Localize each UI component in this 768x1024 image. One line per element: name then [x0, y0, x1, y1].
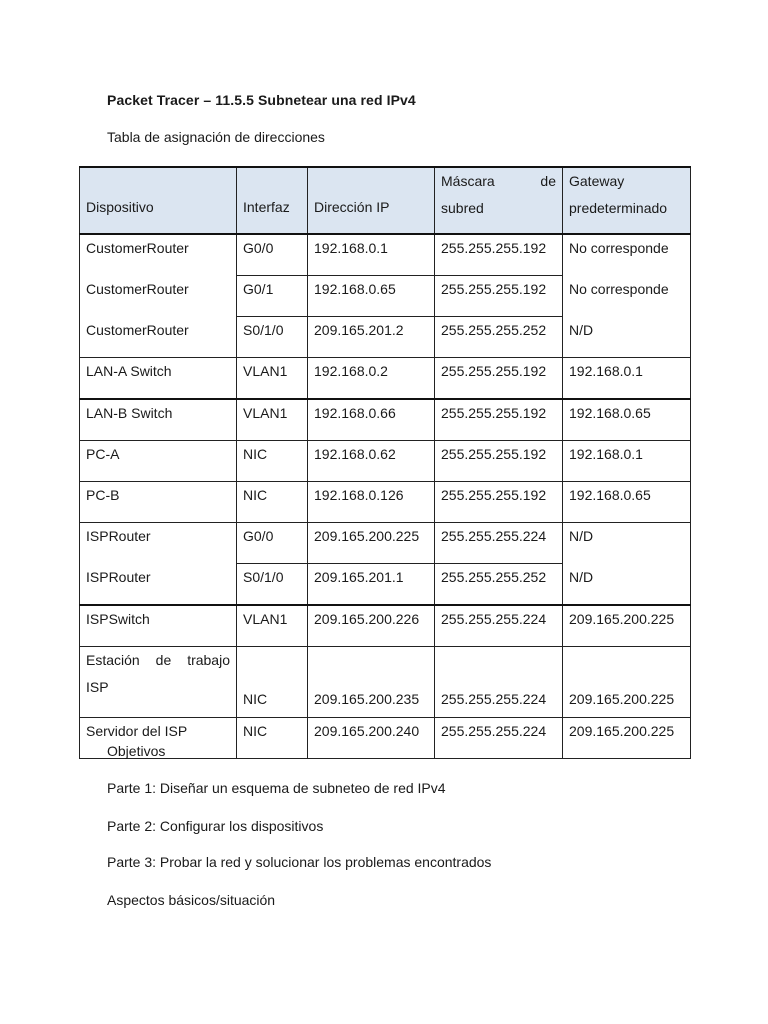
- table-row: [80, 605, 691, 647]
- cell-device-word1: Estación: [86, 652, 140, 668]
- header-interface: Interfaz: [237, 167, 308, 234]
- cell-mask: 255.255.255.192: [435, 276, 563, 317]
- cell-gateway: 192.168.0.65: [563, 399, 691, 441]
- cell-interface: NIC: [237, 647, 308, 718]
- cell-ip: 209.165.201.2: [308, 317, 435, 358]
- addressing-table: [79, 166, 691, 759]
- cell-device: Servidor del ISP: [80, 718, 237, 759]
- cell-device: CustomerRouter: [80, 276, 237, 317]
- cell-device: CustomerRouter: [80, 234, 237, 276]
- cell-interface: VLAN1: [237, 358, 308, 400]
- cell-device: PC-B: [80, 482, 237, 523]
- table-row: [80, 523, 691, 564]
- cell-device: PC-A: [80, 441, 237, 482]
- cell-gateway: 192.168.0.1: [563, 358, 691, 400]
- cell-gateway: 192.168.0.65: [563, 482, 691, 523]
- cell-mask: 255.255.255.224: [435, 647, 563, 718]
- table-row: [80, 317, 691, 358]
- cell-mask: 255.255.255.192: [435, 482, 563, 523]
- cell-device-word4: ISP: [86, 679, 109, 695]
- table-row: [80, 718, 691, 759]
- cell-ip: 209.165.201.1: [308, 564, 435, 606]
- cell-interface: S0/1/0: [237, 564, 308, 606]
- table-row: [80, 358, 691, 400]
- table-row: [80, 276, 691, 317]
- cell-ip: 209.165.200.240: [308, 718, 435, 759]
- cell-device: LAN-B Switch: [80, 399, 237, 441]
- cell-interface: NIC: [237, 441, 308, 482]
- cell-mask: 255.255.255.224: [435, 718, 563, 759]
- background-heading: Aspectos básicos/situación: [107, 892, 276, 908]
- table-caption: Tabla de asignación de direcciones: [107, 129, 325, 145]
- cell-gateway: 192.168.0.1: [563, 441, 691, 482]
- header-mask: [435, 167, 563, 234]
- table-row: [80, 647, 691, 718]
- cell-mask: 255.255.255.224: [435, 523, 563, 564]
- cell-gateway: N/D: [563, 523, 691, 564]
- header-gateway-line1: Gateway: [569, 173, 625, 189]
- document-title: Packet Tracer – 11.5.5 Subnetear una red IPv4: [107, 92, 416, 108]
- cell-interface: G0/1: [237, 276, 308, 317]
- cell-interface: VLAN1: [237, 399, 308, 441]
- cell-interface: S0/1/0: [237, 317, 308, 358]
- cell-gateway: 209.165.200.225: [563, 718, 691, 759]
- cell-ip: 209.165.200.235: [308, 647, 435, 718]
- table-row: [80, 564, 691, 606]
- cell-device: CustomerRouter: [80, 317, 237, 358]
- cell-interface: G0/0: [237, 523, 308, 564]
- cell-device: ISPRouter: [80, 564, 237, 606]
- cell-mask: 255.255.255.192: [435, 358, 563, 400]
- cell-ip: 192.168.0.65: [308, 276, 435, 317]
- cell-gateway: 209.165.200.225: [563, 605, 691, 647]
- cell-interface: NIC: [237, 482, 308, 523]
- cell-device: LAN-A Switch: [80, 358, 237, 400]
- table-row: [80, 399, 691, 441]
- cell-interface: NIC: [237, 718, 308, 759]
- table-header-row: [80, 167, 691, 234]
- cell-gateway: No corresponde: [563, 234, 691, 276]
- header-mask-word1: Máscara: [441, 173, 495, 189]
- cell-gateway: N/D: [563, 564, 691, 606]
- objective-part-1: Parte 1: Diseñar un esquema de subneteo de red IPv4: [107, 780, 446, 796]
- cell-interface: G0/0: [237, 234, 308, 276]
- cell-ip: 192.168.0.66: [308, 399, 435, 441]
- cell-ip: 192.168.0.126: [308, 482, 435, 523]
- cell-mask: 255.255.255.224: [435, 605, 563, 647]
- header-gateway: [563, 167, 691, 234]
- header-mask-word2: de: [540, 173, 556, 189]
- cell-ip: 192.168.0.62: [308, 441, 435, 482]
- cell-device-word2: de: [155, 652, 172, 668]
- objectives-heading: Objetivos: [107, 743, 166, 759]
- cell-mask: 255.255.255.192: [435, 399, 563, 441]
- cell-gateway: N/D: [563, 317, 691, 358]
- cell-ip: 209.165.200.226: [308, 605, 435, 647]
- table-row: [80, 482, 691, 523]
- cell-device-word3: trabajo: [187, 652, 230, 668]
- cell-mask: 255.255.255.252: [435, 564, 563, 606]
- header-mask-word3: subred: [441, 200, 484, 216]
- objective-part-3: Parte 3: Probar la red y solucionar los problemas encontrados: [107, 854, 492, 870]
- header-device: Dispositivo: [80, 167, 237, 234]
- cell-ip: 209.165.200.225: [308, 523, 435, 564]
- cell-gateway: No corresponde: [563, 276, 691, 317]
- table-row: [80, 441, 691, 482]
- objective-part-2: Parte 2: Configurar los dispositivos: [107, 818, 324, 834]
- header-gateway-line2: predeterminado: [569, 200, 668, 216]
- cell-mask: 255.255.255.192: [435, 234, 563, 276]
- header-ip: Dirección IP: [308, 167, 435, 234]
- cell-mask: 255.255.255.252: [435, 317, 563, 358]
- cell-mask: 255.255.255.192: [435, 441, 563, 482]
- cell-interface: VLAN1: [237, 605, 308, 647]
- cell-device: ISPRouter: [80, 523, 237, 564]
- cell-ip: 192.168.0.1: [308, 234, 435, 276]
- cell-ip: 192.168.0.2: [308, 358, 435, 400]
- cell-gateway: 209.165.200.225: [563, 647, 691, 718]
- cell-device: ISPSwitch: [80, 605, 237, 647]
- table-row: [80, 234, 691, 276]
- cell-device: [80, 647, 237, 718]
